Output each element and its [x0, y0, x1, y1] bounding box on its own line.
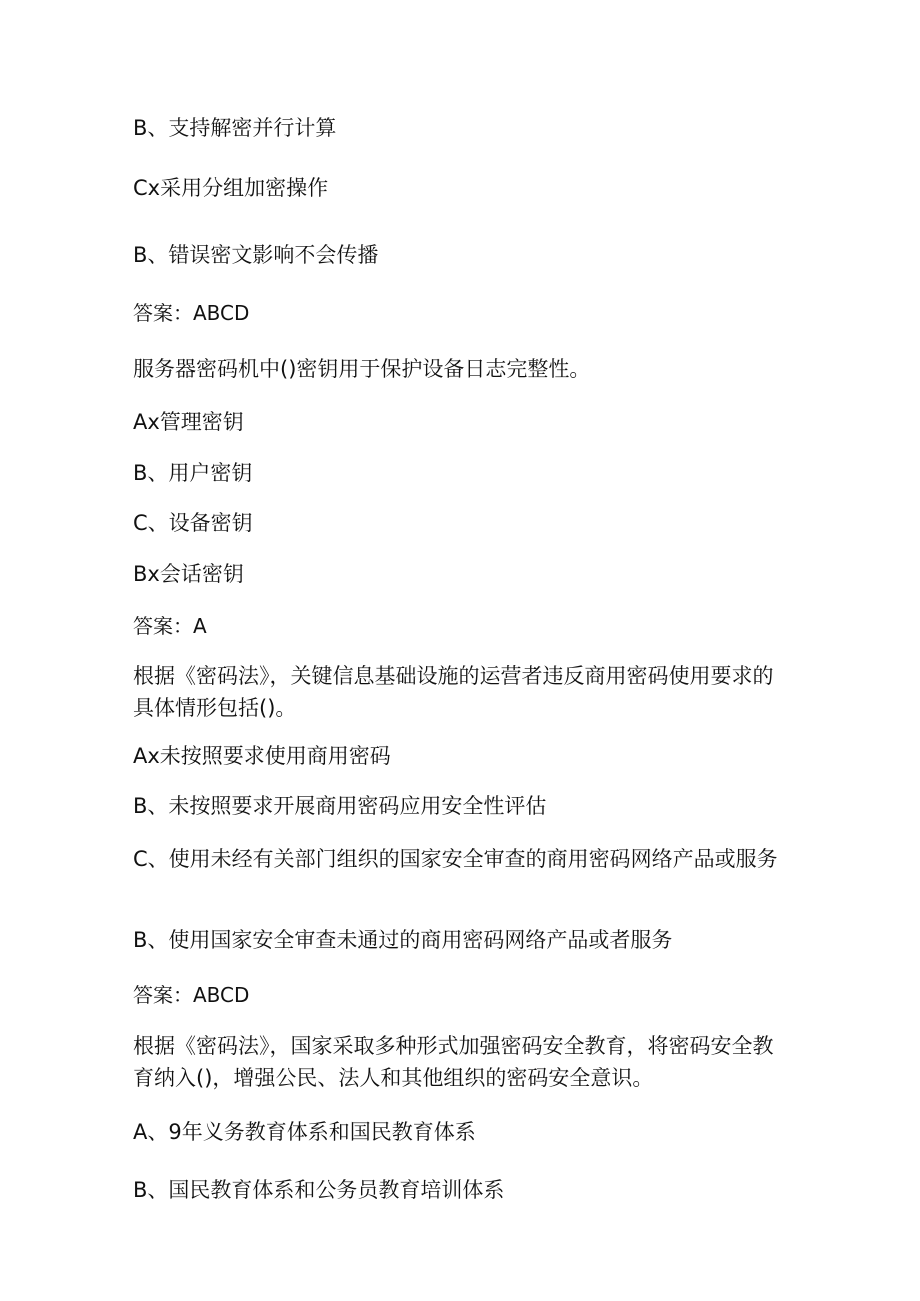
answer-2: 答案：A: [133, 614, 207, 638]
question-3: 根据《密码法》，关键信息基础设施的运营者违反商用密码使用要求的具体情形包括()。: [133, 664, 774, 720]
option-a-management-key: Ax管理密钥: [133, 410, 244, 434]
answer-3: 答案：ABCD: [133, 983, 250, 1007]
option-a-commercial-crypto-use: Ax未按照要求使用商用密码: [133, 744, 391, 768]
question-2: 服务器密码机中()密钥用于保护设备日志完整性。: [133, 357, 591, 381]
option-b-security-assessment: B、未按照要求开展商用密码应用安全性评估: [133, 794, 547, 818]
option-c-unreviewed-products: C、使用未经有关部门组织的国家安全审查的商用密码网络产品或服务: [133, 847, 778, 871]
option-a-education-system: A、9年义务教育体系和国民教育体系: [133, 1120, 476, 1144]
option-b-session-key: Bx会话密钥: [133, 562, 244, 586]
option-c-block-encryption: Cx采用分组加密操作: [133, 176, 329, 200]
option-b-error-propagation: B、错误密文影响不会传播: [133, 243, 379, 267]
answer-1: 答案：ABCD: [133, 301, 250, 325]
option-b-civil-servant-training: B、国民教育体系和公务员教育培训体系: [133, 1178, 505, 1202]
option-b-parallel-decryption: B、支持解密并行计算: [133, 116, 337, 140]
option-c-device-key: C、设备密钥: [133, 511, 253, 535]
option-b-user-key: B、用户密钥: [133, 461, 253, 485]
question-4: 根据《密码法》，国家采取多种形式加强密码安全教育，将密码安全教育纳入()，增强公民、法人和其他组织的密码安全意识。: [133, 1034, 774, 1090]
option-b-failed-review-products: B、使用国家安全审查未通过的商用密码网络产品或者服务: [133, 928, 673, 952]
